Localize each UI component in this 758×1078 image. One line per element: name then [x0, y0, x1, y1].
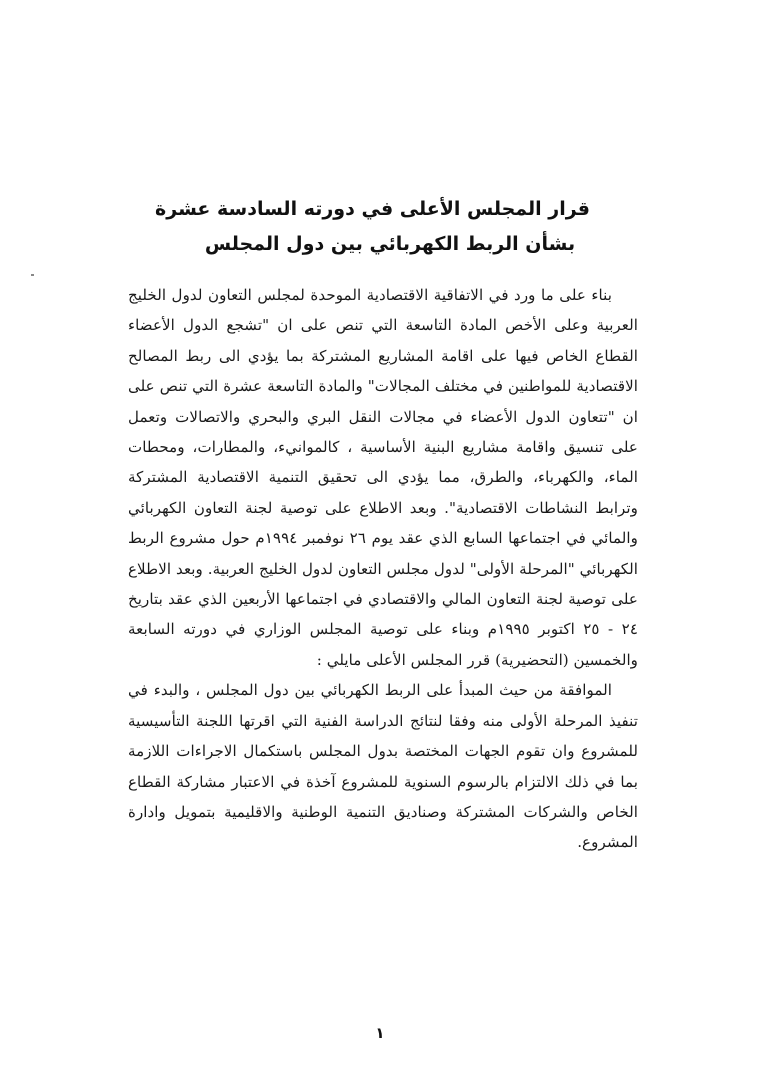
scan-artifact-mark: [31, 274, 34, 276]
page-number: ١: [375, 1024, 385, 1042]
title-line-2: بشأن الربط الكهربائي بين دول المجلس: [204, 233, 576, 255]
resolution-paragraph: الموافقة من حيث المبدأ على الربط الكهربائي بين دول المجلس ، والبدء في تنفيذ المرحلة الأولى منه وفقا لنتائج الدراسة الفنية التي اقرتها اللجنة التأسيسية للمشروع وان تقوم الجهات المختصة بدول المجلس باستكمال الاجراءات اللازمة بما في ذلك الالتزام بالرسوم السنوية للمشروع آخذة في الاعتبار مشاركة القطاع الخاص والشركات المشتركة وصناديق التنمية الوطنية والاقليمية بتمويل وادارة المشروع.: [128, 681, 638, 852]
title-line-1: قرار المجلس الأعلى في دورته السادسة عشرة: [155, 198, 590, 220]
document-body: [128, 280, 638, 858]
document-title: [155, 192, 590, 262]
preamble-paragraph: بناء على ما ورد في الاتفاقية الاقتصادية الموحدة لمجلس التعاون لدول الخليج العربية وعلى الأخص المادة التاسعة التي تنص على ان "تشجع الدول الأعضاء القطاع الخاص فيها على اقامة المشاريع المشتركة بما يؤدي الى ربط المصالح الاقتصادية للمواطنين في مختلف المجالات" والمادة التاسعة عشرة التي تنص على ان "تتعاون الدول الأعضاء في مجالات النقل البري والبحري والاتصالات وتعمل على تنسيق واقامة مشاريع البنية الأساسية ، كالموانيء، والمطارات، ومحطات الماء، والكهرباء، والطرق، مما يؤدي الى تحقيق التنمية الاقتصادية المشتركة وترابط النشاطات الاقتصادية". وبعد الاطلاع على توصية لجنة التعاون الكهربائي والمائي في اجتماعها السابع الذي عقد يوم ٢٦ نوفمبر ١٩٩٤م حول مشروع الربط الكهربائي "المرحلة الأولى" لدول مجلس التعاون لدول الخليج العربية. وبعد الاطلاع على توصية لجنة التعاون المالي والاقتصادي في اجتماعها الأربعين الذي عقد بتاريخ ٢٤ - ٢٥ اكتوبر ١٩٩٥م وبناء على توصية المجلس الوزاري في دورته السابعة والخمسين (التحضيرية) قرر المجلس الأعلى مايلي :: [128, 286, 638, 669]
